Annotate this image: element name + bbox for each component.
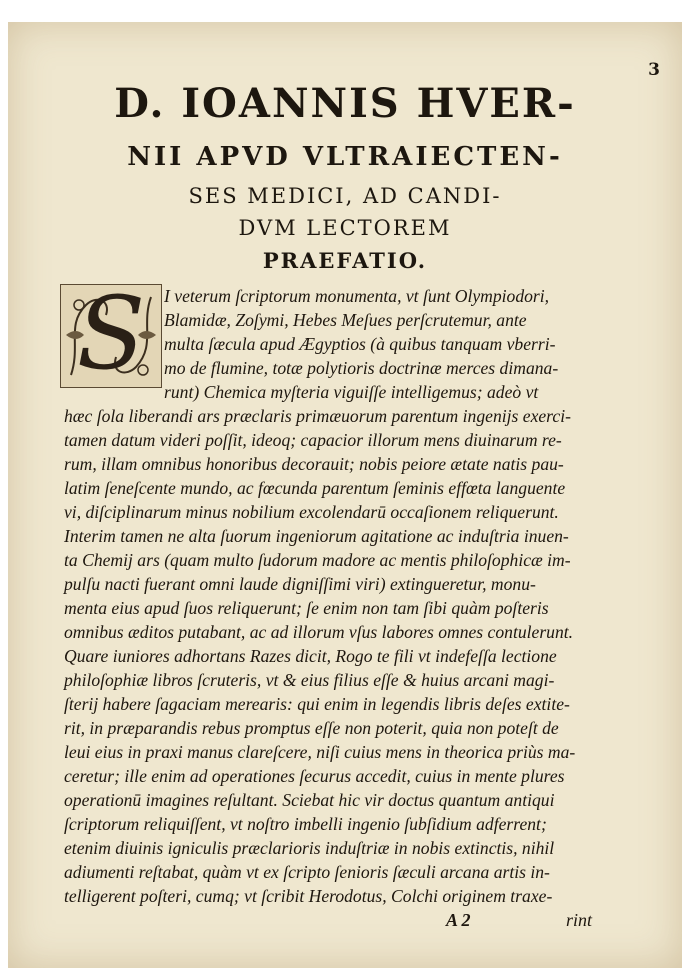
initial-letter: S: [76, 275, 146, 392]
text-line: etenim diuinis igniculis præclarioris induſtriæ in nobis extinctis, nihil: [64, 838, 555, 858]
text-line: latim ſeneſcente mundo, ac fœcunda parentum ſeminis effœta languente: [64, 478, 566, 498]
text-line: omnibus æditos putabant, ac ad illorum vſus labores omnes contulerunt.: [64, 622, 574, 642]
text-line: telligerent poſteri, cumq; vt ſcribit Herodotus, Colchi originem traxe-: [64, 886, 553, 906]
text-line: hæc ſola liberandi ars præclaris primæuorum parentum ingenijs exerci-: [64, 406, 571, 426]
text-line: ſcriptorum reliquiſſent, vt noſtro imbelli ingenio ſubſidium adferrent;: [64, 814, 547, 834]
book-page: [8, 22, 682, 968]
catchword: rint: [566, 910, 593, 930]
text-line: pulſu nacti fuerant omni laude digniſſimi viri) extingueretur, monu-: [64, 574, 536, 594]
text-line: adiumenti reſtabat, quàm vt ex ſcripto ſenioris ſæculi arcana artis in-: [64, 862, 550, 882]
text-line: operationū imagines reſultant. Sciebat hic vir doctus quantum antiqui: [64, 790, 555, 810]
text-line: rit, in præparandis rebus promptus eſſe non poterit, quia non poteſt de: [64, 718, 559, 738]
decorated-initial: [60, 275, 162, 392]
text-line: ſterij habere ſagaciam merearis: qui enim in legendis libris deſes extite-: [64, 694, 570, 714]
signature-mark: A 2: [446, 910, 471, 930]
text-line: runt) Chemica myſteria viguiſſe intelligemus; adeò vt: [164, 382, 539, 402]
text-line: philoſophiæ libros ſcruteris, vt & eius filius eſſe & huius arcani magi-: [64, 670, 555, 690]
text-line: Blamidæ, Zoſymi, Hebes Meſues perſcrutemur, ante: [164, 310, 527, 330]
page-number: 3: [648, 60, 660, 80]
text-line: Quare iuniores adhortans Razes dicit, Rogo te fili vt indefeſſa lectione: [64, 646, 557, 666]
text-line: ta Chemij ars (quam multo ſudorum madore ac mentis philoſophicæ im-: [64, 550, 571, 570]
text-line: mo de flumine, totæ polytioris doctrinæ merces dimana-: [164, 358, 559, 378]
title-line-2: NII APVD VLTRAIECTEN-: [127, 142, 563, 172]
text-line: menta eius apud ſuos reliquerunt; ſe enim non tam ſibi quàm poſteris: [64, 598, 549, 618]
text-line: tamen datum videri poſſit, ideoq; capacior illorum mens diuinarum re-: [64, 430, 562, 450]
text-line: multa ſæcula apud Ægyptios (à quibus tanquam vberri-: [164, 334, 556, 354]
title-line-4: DVM LECTOREM: [238, 216, 452, 240]
text-line: ceretur; ille enim ad operationes ſecurus accedit, cuius in mente plures: [64, 766, 565, 786]
title-line-3: SES MEDICI, AD CANDI-: [188, 184, 502, 208]
text-line: I veterum ſcriptorum monumenta, vt ſunt Olympiodori,: [164, 286, 550, 306]
text-line: rum, illam omnibus honoribus decorauit; nobis peiore ætate natis pau-: [64, 454, 564, 474]
title-line-1: D. IOANNIS HVER-: [114, 80, 576, 127]
text-line: vi, diſciplinarum minus nobilium excolendarū occaſionem reliquerunt.: [64, 502, 559, 522]
text-line: Interim tamen ne alta ſuorum ingeniorum agitatione ac induſtria inuen-: [64, 526, 569, 546]
text-line: leui eius in praxi manus clareſcere, niſi cuius mens in theorica priùs ma-: [64, 742, 576, 762]
title-line-5: PRAEFATIO.: [262, 248, 428, 273]
